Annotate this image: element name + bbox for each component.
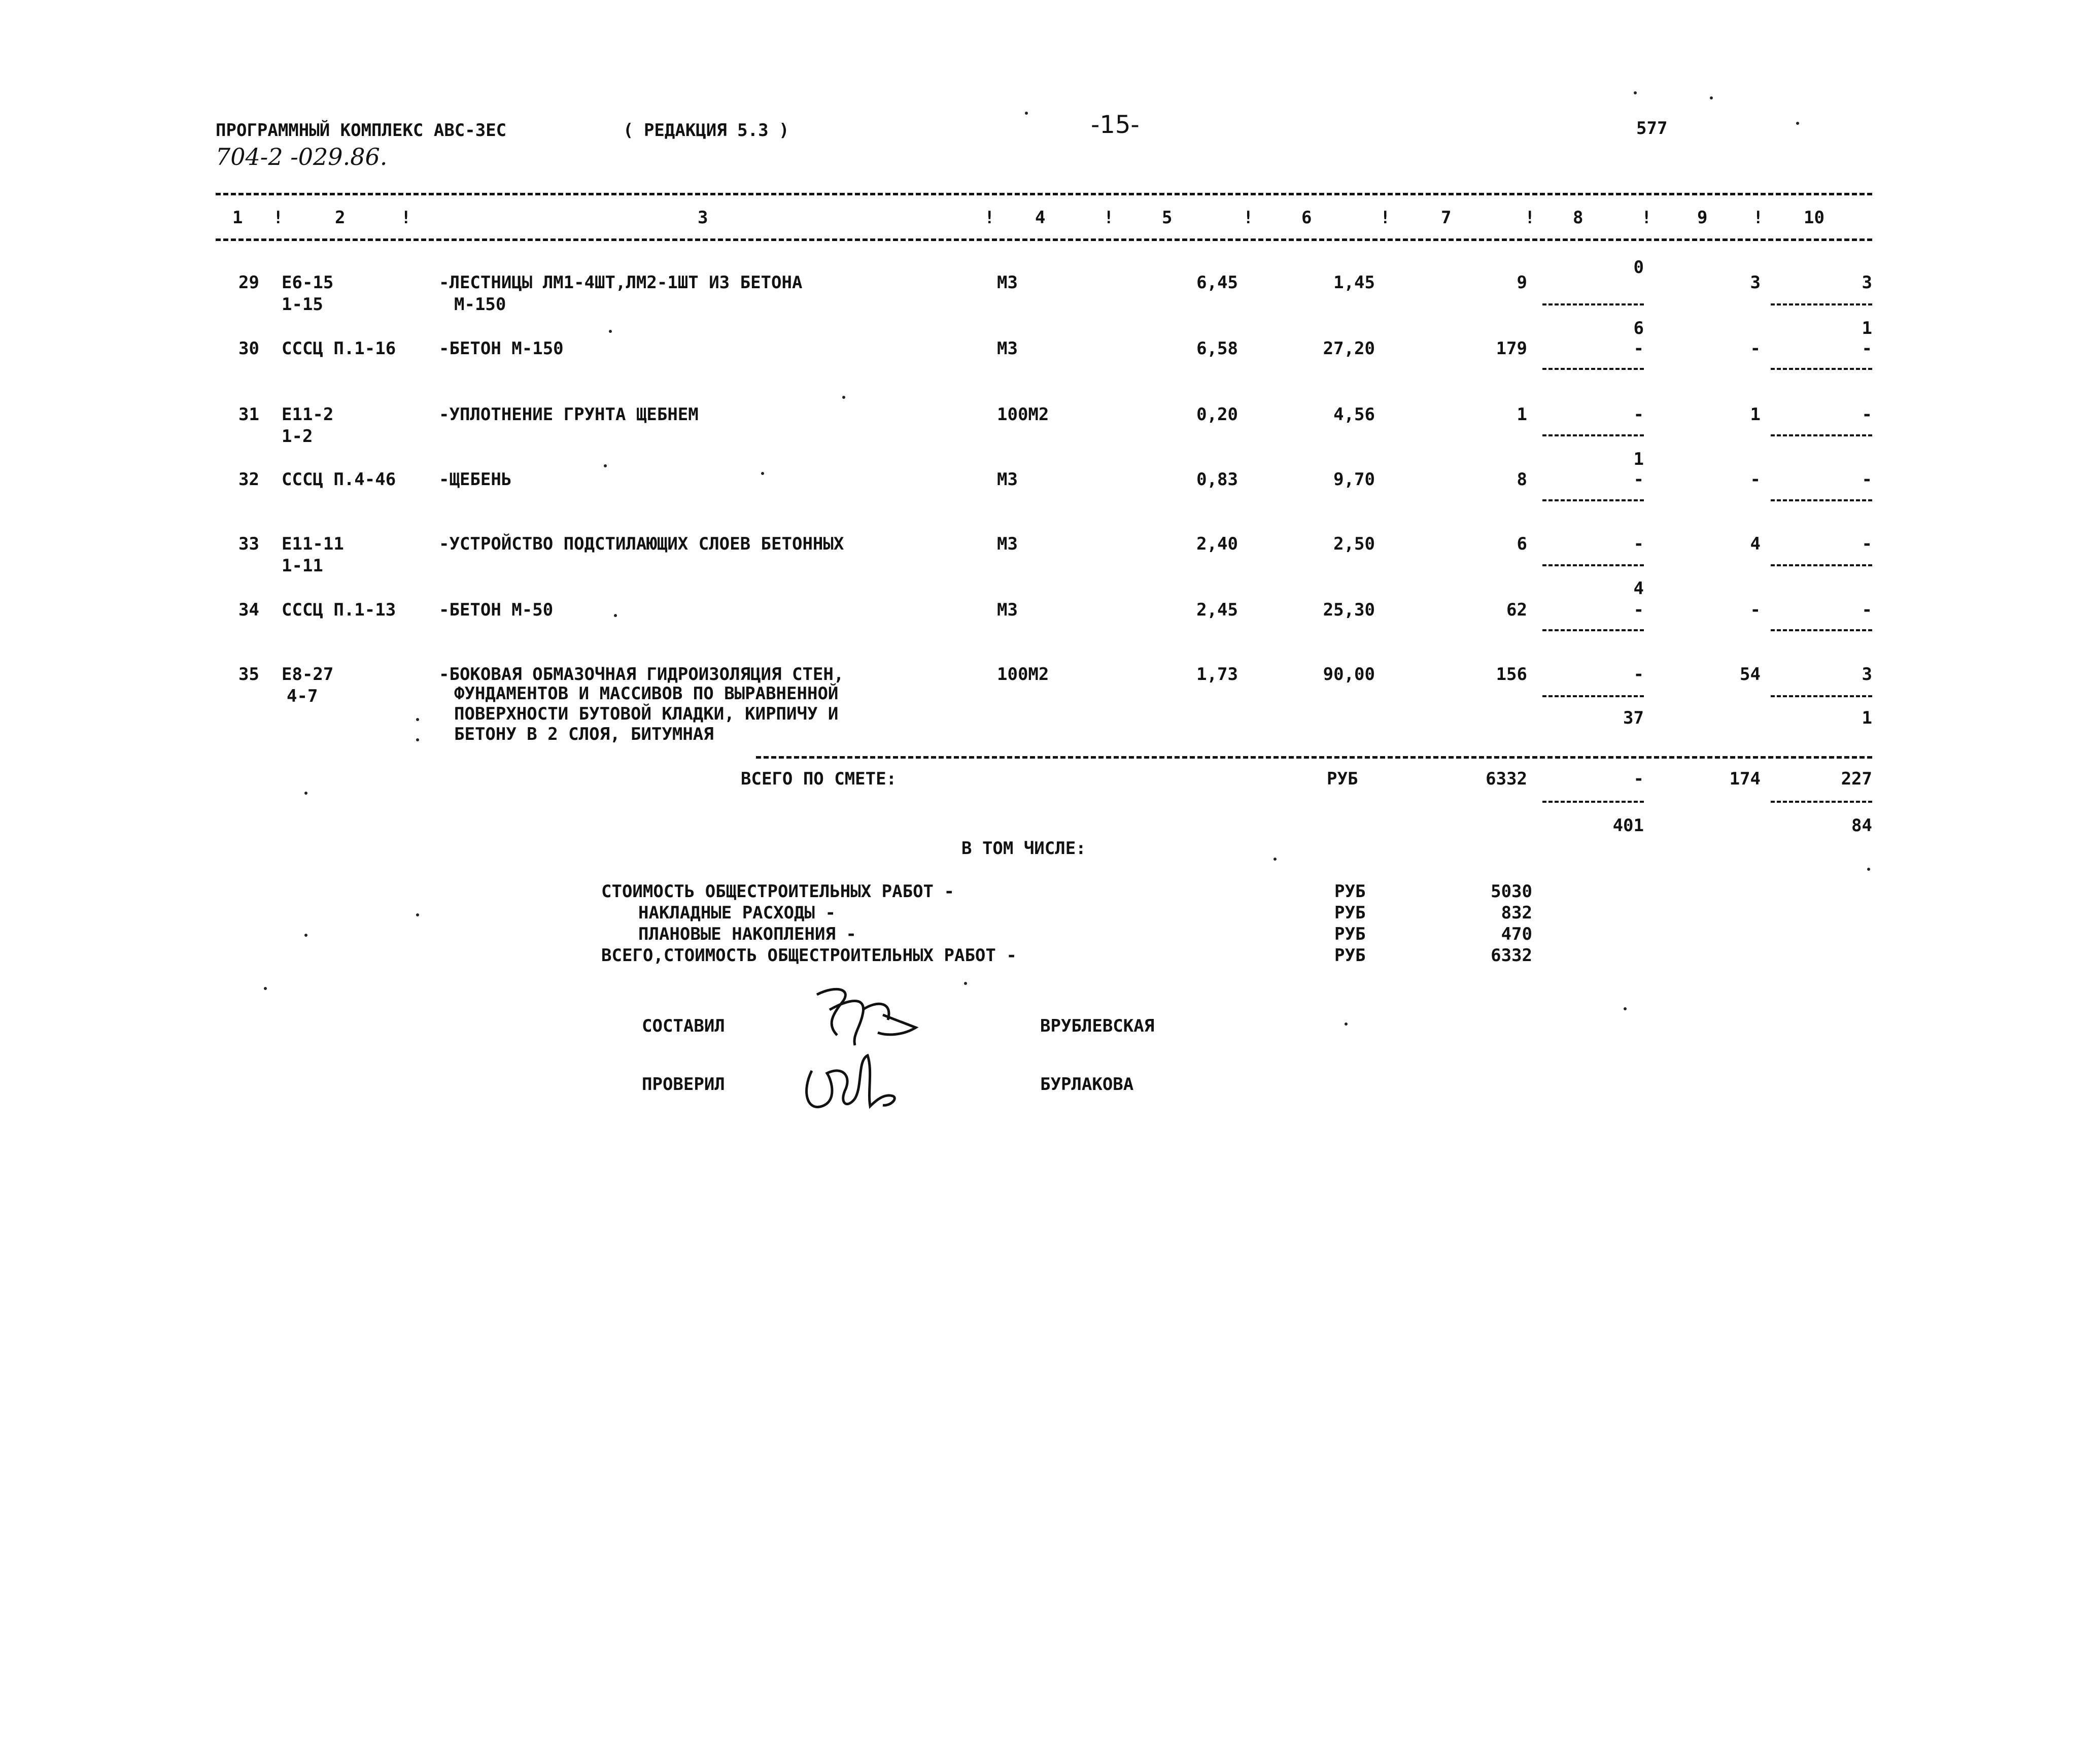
summary-value: 6332 [1491,945,1532,966]
row-col9: - [1750,469,1761,490]
speck [1345,1022,1348,1026]
row-unit-price: 2,50 [1333,534,1375,554]
speck [964,982,967,985]
row-code: СССЦ П.4-46 [282,469,396,490]
grand-total-col8-top: - [1633,769,1644,789]
col-separator: ! [1753,208,1764,228]
col8-rule [1542,434,1644,436]
row-description: -ЛЕСТНИЦЫ ЛМ1-4ШТ,ЛМ2-1ШТ ИЗ БЕТОНА [439,272,803,293]
grand-total-label: ВСЕГО ПО СМЕТЕ: [741,769,897,789]
speck [604,464,607,467]
col8-rule [1542,801,1644,803]
row-col10-top: - [1862,469,1872,490]
row-quantity: 6,45 [1196,272,1238,293]
row-quantity: 2,40 [1196,534,1238,554]
row-number: 34 [238,600,259,620]
grand-total-col10-top: 227 [1841,769,1872,789]
row-quantity: 2,45 [1196,600,1238,620]
row-unit-price: 25,30 [1323,600,1375,620]
row-col10-bottom: 1 [1862,318,1872,338]
compiled-label: СОСТАВИЛ [642,1016,725,1036]
summary-value: 470 [1501,924,1532,944]
row-col9: - [1750,338,1761,359]
row-total: 8 [1517,469,1527,490]
row-unit: 100М2 [997,404,1049,425]
grand-total-col8-bottom: 401 [1612,815,1644,836]
row-total: 156 [1496,664,1527,685]
summary-label: СТОИМОСТЬ ОБЩЕСТРОИТЕЛЬНЫХ РАБОТ - [601,881,954,902]
program-title: ПРОГРАММНЫЙ КОМПЛЕКС АВС-3ЕС [216,120,507,141]
speck [304,934,307,937]
speck [761,472,764,475]
speck [609,330,612,333]
row-unit-price: 27,20 [1323,338,1375,359]
row-col8-bottom: 4 [1633,578,1644,599]
col10-rule [1771,303,1872,305]
col-separator: ! [1243,208,1254,228]
handwritten-project-number: 704-2 -029.86. [216,143,388,170]
speck [1273,858,1277,861]
page-number: -15- [1091,111,1140,139]
row-col8-top: - [1633,469,1644,490]
row-description: -ЩЕБЕНЬ [439,469,512,490]
row-col8-top: - [1633,338,1644,359]
speck [614,614,617,617]
summary-value: 832 [1501,903,1532,923]
col8-rule [1542,629,1644,631]
row-col10-top: - [1862,404,1872,425]
summary-label: НАКЛАДНЫЕ РАСХОДЫ - [638,903,836,923]
summary-label: ПЛАНОВЫЕ НАКОПЛЕНИЯ - [638,924,856,944]
total-rule [756,756,1872,759]
col-separator: ! [1525,208,1535,228]
edition-label: ( РЕДАКЦИЯ 5.3 ) [623,120,789,141]
col-number: 5 [1162,208,1173,228]
header-bottom-rule [216,238,1872,241]
col10-rule [1771,499,1872,501]
row-description: -БОКОВАЯ ОБМАЗОЧНАЯ ГИДРОИЗОЛЯЦИЯ СТЕН, [439,664,844,685]
col-number: 3 [698,208,708,228]
col-number: 7 [1441,208,1452,228]
row-unit: М3 [997,534,1018,554]
summary-unit: РУБ [1334,924,1366,944]
row-unit: М3 [997,600,1018,620]
row-unit-price: 4,56 [1333,404,1375,425]
row-unit-price: 1,45 [1333,272,1375,293]
row-description: -УПЛОТНЕНИЕ ГРУНТА ЩЕБНЕМ [439,404,699,425]
col8-rule [1542,499,1644,501]
row-total: 62 [1506,600,1527,620]
row-unit-price: 90,00 [1323,664,1375,685]
row-code: Е8-27 [282,664,334,685]
row-col10-top: - [1862,338,1872,359]
row-unit: 100М2 [997,664,1049,685]
col-number: 6 [1301,208,1312,228]
col-separator: ! [984,208,995,228]
col-number: 4 [1035,208,1046,228]
speck [1025,112,1028,115]
row-description: ПОВЕРХНОСТИ БУТОВОЙ КЛАДКИ, КИРПИЧУ И [454,704,839,724]
row-unit: М3 [997,272,1018,293]
col10-rule [1771,368,1872,370]
row-description: -БЕТОН М-50 [439,600,554,620]
grand-total-col9: 174 [1729,769,1761,789]
col-separator: ! [273,208,284,228]
grand-total-value: 6332 [1486,769,1527,789]
col-number: 8 [1573,208,1583,228]
summary-label: ВСЕГО,СТОИМОСТЬ ОБЩЕСТРОИТЕЛЬНЫХ РАБОТ - [601,945,1017,966]
row-code: СССЦ П.1-16 [282,338,396,359]
row-subcode: 1-2 [282,426,313,447]
row-quantity: 6,58 [1196,338,1238,359]
checked-signature-image [797,1050,908,1116]
row-col8-bottom: 6 [1633,318,1644,338]
row-total: 179 [1496,338,1527,359]
row-total: 9 [1517,272,1527,293]
compiled-name: ВРУБЛЕВСКАЯ [1040,1016,1155,1036]
col-number: 1 [232,208,243,228]
speck [304,792,307,795]
row-number: 31 [238,404,259,425]
grand-total-col10-bottom: 84 [1851,815,1872,836]
speck [1710,96,1713,99]
compiled-signature-image [807,979,923,1050]
row-quantity: 0,20 [1196,404,1238,425]
summary-unit: РУБ [1334,903,1366,923]
row-number: 29 [238,272,259,293]
row-code: Е11-11 [282,534,344,554]
row-col10-top: - [1862,534,1872,554]
including-label: В ТОМ ЧИСЛЕ: [961,838,1086,859]
speck [1624,1007,1627,1010]
checked-label: ПРОВЕРИЛ [642,1074,725,1095]
row-total: 1 [1517,404,1527,425]
row-code: СССЦ П.1-13 [282,600,396,620]
col8-rule [1542,564,1644,566]
row-subcode: 4-7 [287,686,318,706]
col10-rule [1771,629,1872,631]
sheet-code: 577 [1636,118,1668,139]
row-col9: 1 [1750,404,1761,425]
row-col8-top: - [1633,534,1644,554]
row-unit: М3 [997,338,1018,359]
speck [264,987,267,990]
speck [1634,91,1637,94]
col8-rule [1542,695,1644,697]
col-separator: ! [1641,208,1652,228]
col-separator: ! [1380,208,1391,228]
summary-value: 5030 [1491,881,1532,902]
row-number: 33 [238,534,259,554]
row-number: 35 [238,664,259,685]
row-col10-top: 3 [1862,272,1872,293]
row-code: Е11-2 [282,404,334,425]
speck [1796,122,1799,125]
row-total: 6 [1517,534,1527,554]
col-number: 2 [335,208,346,228]
speck [1867,868,1870,871]
speck [416,913,419,916]
row-description: ФУНДАМЕНТОВ И МАССИВОВ ПО ВЫРАВНЕННОЙ [454,684,839,704]
grand-total-unit: РУБ [1327,769,1358,789]
summary-unit: РУБ [1334,945,1366,966]
row-col8-top: - [1633,600,1644,620]
row-subcode: 1-15 [282,294,323,315]
row-col8-top: 0 [1633,257,1644,278]
row-subcode: 1-11 [282,556,323,576]
row-col8-top: - [1633,404,1644,425]
col-number: 10 [1804,208,1824,228]
col8-rule [1542,303,1644,305]
row-col10-top: - [1862,600,1872,620]
speck [416,718,419,721]
row-col9: - [1750,600,1761,620]
summary-unit: РУБ [1334,881,1366,902]
row-col10-top: 3 [1862,664,1872,685]
row-unit-price: 9,70 [1333,469,1375,490]
row-description: БЕТОНУ В 2 СЛОЯ, БИТУМНАЯ [454,724,714,744]
row-col10-bottom: 1 [1862,708,1872,728]
row-unit: М3 [997,469,1018,490]
row-quantity: 0,83 [1196,469,1238,490]
row-code: Е6-15 [282,272,334,293]
checked-name: БУРЛАКОВА [1040,1074,1134,1095]
col-separator: ! [1104,208,1114,228]
row-col9: 54 [1740,664,1761,685]
row-description: -УСТРОЙСТВО ПОДСТИЛАЮЩИХ СЛОЕВ БЕТОННЫХ [439,534,844,554]
row-description: -БЕТОН М-150 [439,338,564,359]
col10-rule [1771,564,1872,566]
col10-rule [1771,801,1872,803]
col-separator: ! [401,208,411,228]
row-col9: 3 [1750,272,1761,293]
row-number: 30 [238,338,259,359]
col8-rule [1542,368,1644,370]
row-col8-bottom: 37 [1623,708,1644,728]
row-description: М-150 [454,294,506,315]
col10-rule [1771,434,1872,436]
row-quantity: 1,73 [1196,664,1238,685]
header-top-rule [216,193,1872,195]
row-col8-bottom: 1 [1633,449,1644,469]
row-col9: 4 [1750,534,1761,554]
speck [416,738,419,741]
col10-rule [1771,695,1872,697]
row-number: 32 [238,469,259,490]
col-number: 9 [1697,208,1708,228]
speck [842,396,845,399]
row-col8-top: - [1633,664,1644,685]
